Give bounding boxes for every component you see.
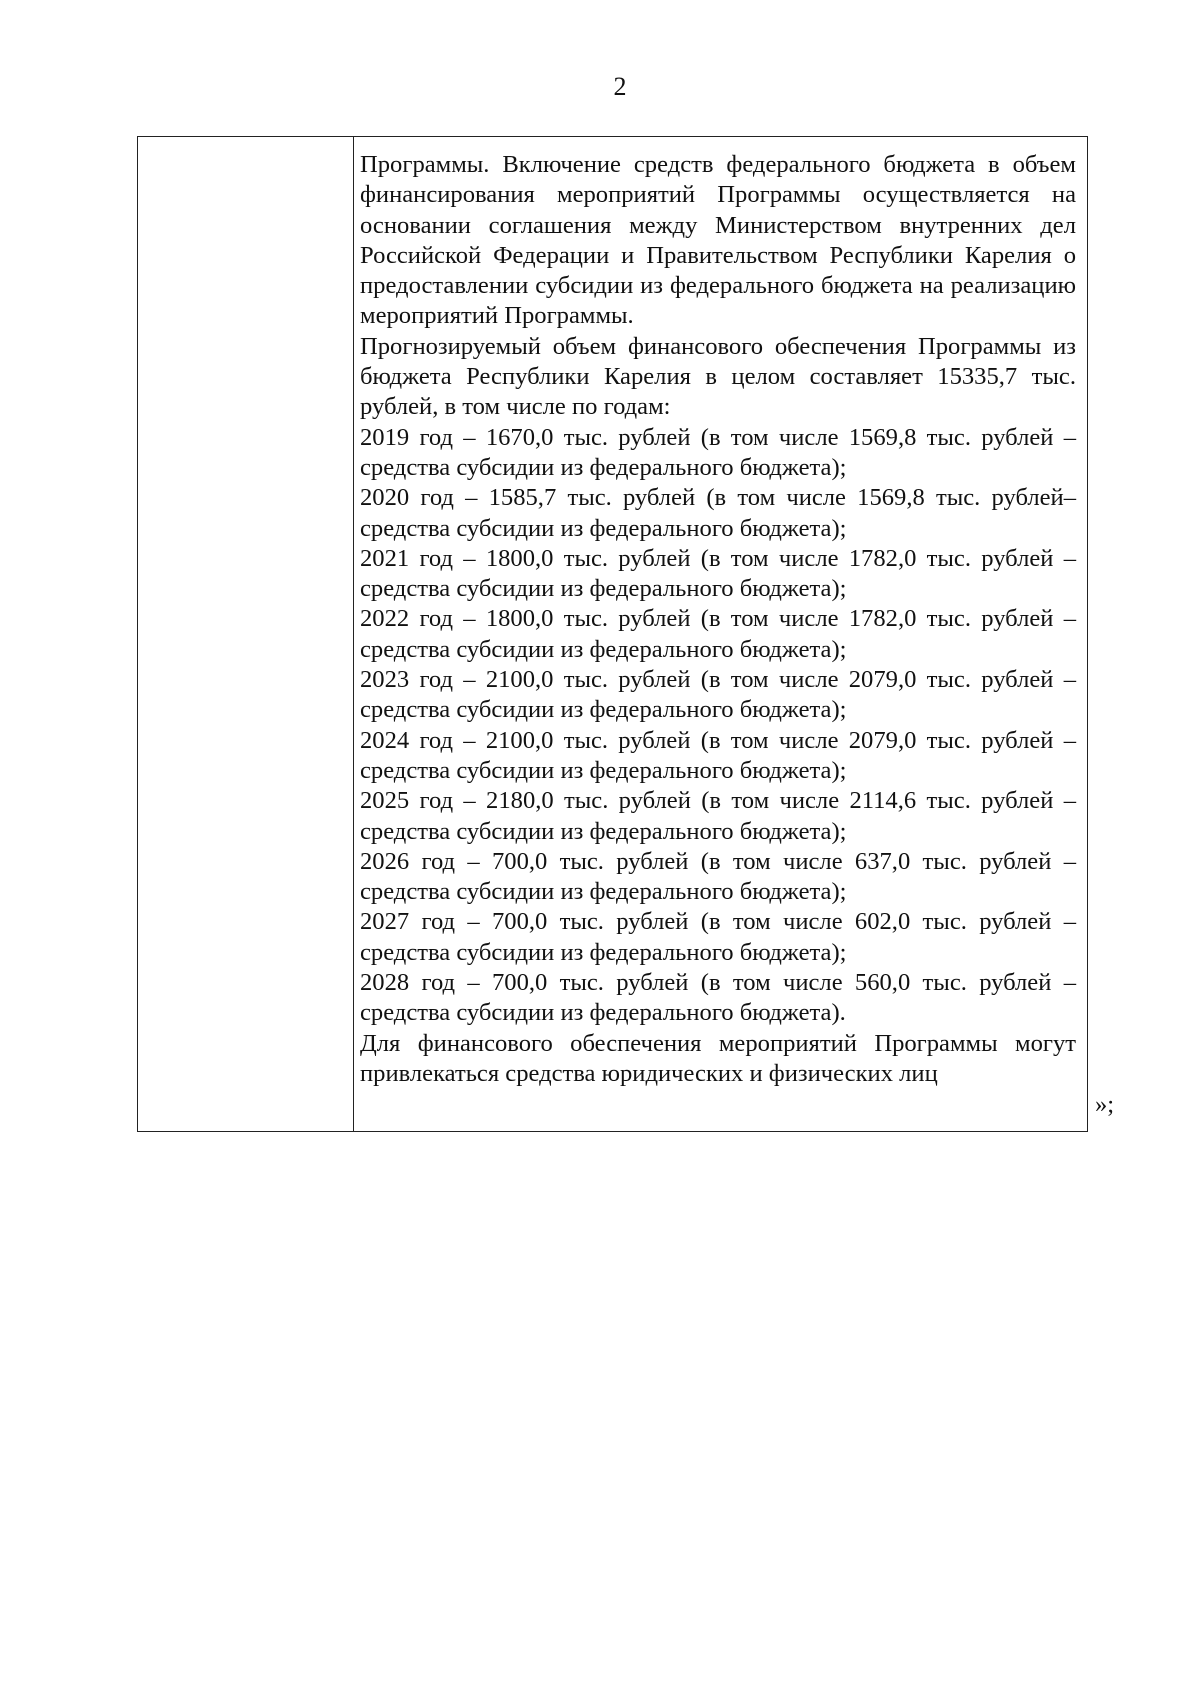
paragraph: 2025 год – 2180,0 тыс. рублей (в том числе 2114,6 тыс. рублей – средства субсидии из федерального бюджета);: [360, 787, 1076, 845]
column-divider: [353, 137, 354, 1131]
table-cell-content: [360, 150, 1076, 1089]
paragraph: 2021 год – 1800,0 тыс. рублей (в том числе 1782,0 тыс. рублей – средства субсидии из федерального бюджета);: [360, 544, 1076, 603]
paragraph: 2020 год – 1585,7 тыс. рублей (в том числе 1569,8 тыс. рублей– средства субсидии из федерального бюджета);: [360, 484, 1076, 542]
paragraph: 2023 год – 2100,0 тыс. рублей (в том числе 2079,0 тыс. рублей – средства субсидии из федерального бюджета);: [360, 666, 1076, 724]
paragraph: Программы. Включение средств федерального бюджета в объем финансирования мероприятий Программы осуществляется на основании соглашения между Министерством внутренних дел Российской Федерации и Правительством Республики Карелия о предоставлении субсидии из федерального бюджета на реализацию мероприятий Программы.: [360, 151, 1076, 330]
paragraph: 2026 год – 700,0 тыс. рублей (в том числе 637,0 тыс. рублей – средства субсидии из федерального бюджета);: [360, 847, 1076, 906]
paragraph: 2027 год – 700,0 тыс. рублей (в том числе 602,0 тыс. рублей – средства субсидии из федерального бюджета);: [360, 908, 1076, 966]
closing-quote-mark: »;: [1095, 1091, 1115, 1118]
table-frame: [137, 136, 1088, 1132]
paragraph: 2019 год – 1670,0 тыс. рублей (в том числе 1569,8 тыс. рублей – средства субсидии из федерального бюджета);: [360, 423, 1076, 481]
paragraph: 2028 год – 700,0 тыс. рублей (в том числе 560,0 тыс. рублей – средства субсидии из федерального бюджета).: [360, 969, 1076, 1027]
paragraph: Прогнозируемый объем финансового обеспечения Программы из бюджета Республики Карелия в целом составляет 15335,7 тыс. рублей, в том числе по годам:: [360, 332, 1076, 421]
paragraph: 2022 год – 1800,0 тыс. рублей (в том числе 1782,0 тыс. рублей – средства субсидии из федерального бюджета);: [360, 605, 1076, 663]
page-number: 2: [613, 72, 627, 101]
paragraph: 2024 год – 2100,0 тыс. рублей (в том числе 2079,0 тыс. рублей – средства субсидии из федерального бюджета);: [360, 726, 1076, 784]
paragraph: Для финансового обеспечения мероприятий Программы могут привлекаться средства юридических и физических лиц: [360, 1029, 1076, 1087]
